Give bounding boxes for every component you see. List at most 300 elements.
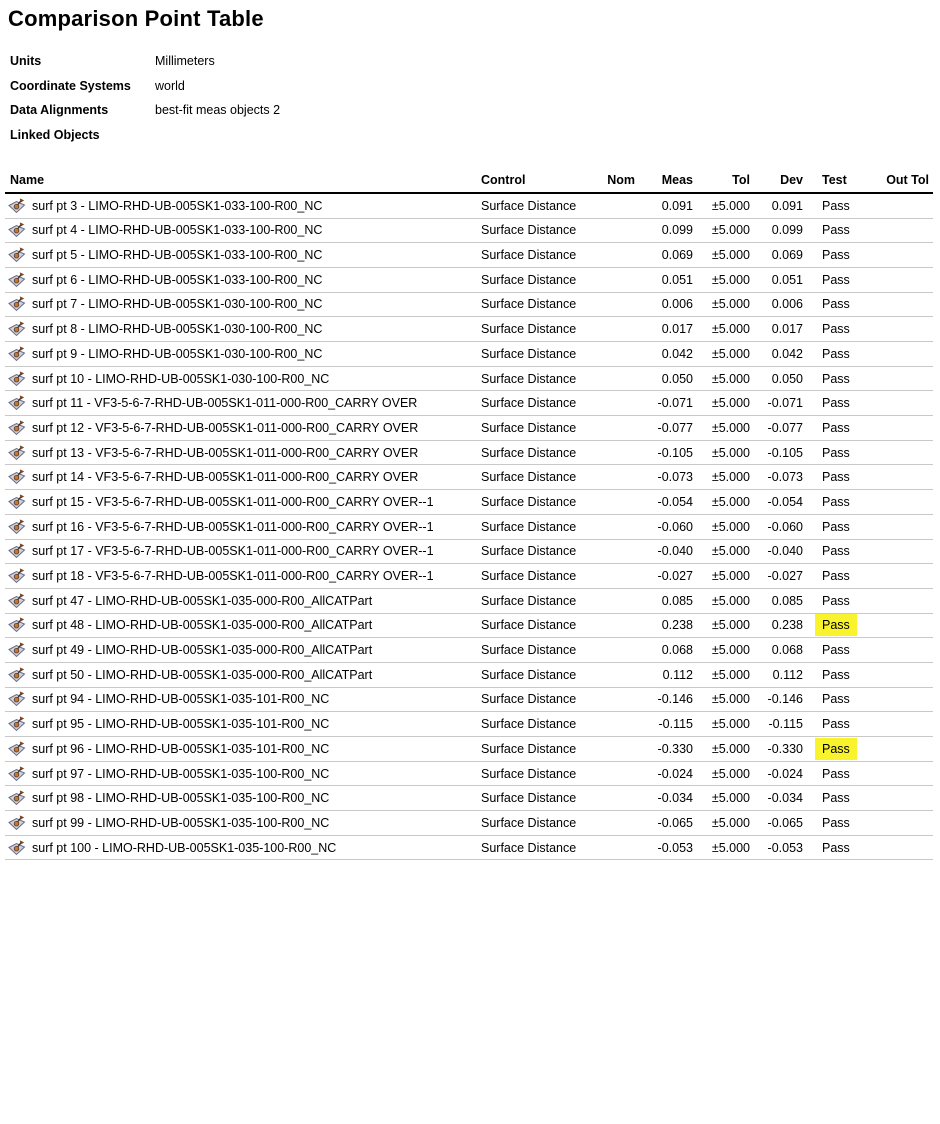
- tol-cell: ±5.000: [695, 416, 752, 441]
- out-tol-cell: [868, 564, 933, 589]
- meta-value-units: Millimeters: [155, 54, 215, 69]
- point-name: surf pt 11 - VF3-5-6-7-RHD-UB-005SK1-011-000-R00_CARRY OVER: [32, 396, 418, 411]
- point-name: surf pt 99 - LIMO-RHD-UB-005SK1-035-100-R00_NC: [32, 815, 330, 830]
- table-row: [5, 564, 933, 589]
- meta-row-units: [10, 49, 940, 74]
- row-name-cell: [5, 514, 480, 539]
- meta-label-data-alignments: Data Alignments: [10, 103, 109, 118]
- point-name: surf pt 96 - LIMO-RHD-UB-005SK1-035-101-R00_NC: [32, 741, 330, 756]
- nom-cell: [585, 638, 637, 663]
- out-tol-cell: [868, 786, 933, 811]
- meas-cell: -0.330: [637, 737, 695, 762]
- table-row: [5, 243, 933, 268]
- nom-cell: [585, 514, 637, 539]
- tol-cell: ±5.000: [695, 662, 752, 687]
- row-name-cell: [5, 662, 480, 687]
- row-name-cell: [5, 786, 480, 811]
- control-cell: Surface Distance: [480, 440, 585, 465]
- report-metadata: [10, 49, 940, 147]
- row-name-cell: [5, 292, 480, 317]
- row-name-cell: [5, 267, 480, 292]
- out-tol-cell: [868, 292, 933, 317]
- test-cell: [805, 465, 868, 490]
- meta-label-units: Units: [10, 54, 42, 69]
- dev-cell: -0.060: [752, 514, 805, 539]
- point-name: surf pt 12 - VF3-5-6-7-RHD-UB-005SK1-011-000-R00_CARRY OVER: [32, 420, 419, 435]
- dev-cell: 0.238: [752, 613, 805, 638]
- test-status-badge: Pass: [822, 470, 850, 485]
- meta-row-data-alignments: [10, 98, 940, 123]
- tol-cell: ±5.000: [695, 342, 752, 367]
- comparison-point-icon: [8, 494, 26, 510]
- table-header-row: [5, 173, 933, 193]
- nom-cell: [585, 811, 637, 836]
- table-row: [5, 391, 933, 416]
- meas-cell: 0.091: [637, 193, 695, 218]
- column-header-test: Test: [805, 173, 868, 193]
- control-cell: Surface Distance: [480, 218, 585, 243]
- column-header-tol: Tol: [695, 173, 752, 193]
- test-status-badge: Pass: [822, 272, 850, 287]
- nom-cell: [585, 588, 637, 613]
- point-name: surf pt 98 - LIMO-RHD-UB-005SK1-035-100-R00_NC: [32, 791, 330, 806]
- page-title: Comparison Point Table: [8, 6, 264, 31]
- table-row: [5, 737, 933, 762]
- table-row: [5, 613, 933, 638]
- nom-cell: [585, 786, 637, 811]
- tol-cell: ±5.000: [695, 761, 752, 786]
- test-cell: [805, 638, 868, 663]
- out-tol-cell: [868, 712, 933, 737]
- control-cell: Surface Distance: [480, 514, 585, 539]
- control-cell: Surface Distance: [480, 465, 585, 490]
- comparison-point-icon: [8, 346, 26, 362]
- comparison-point-icon: [8, 766, 26, 782]
- nom-cell: [585, 712, 637, 737]
- point-name: surf pt 97 - LIMO-RHD-UB-005SK1-035-100-R00_NC: [32, 766, 330, 781]
- dev-cell: -0.146: [752, 687, 805, 712]
- dev-cell: 0.112: [752, 662, 805, 687]
- dev-cell: -0.115: [752, 712, 805, 737]
- dev-cell: -0.073: [752, 465, 805, 490]
- test-cell: [805, 786, 868, 811]
- control-cell: Surface Distance: [480, 193, 585, 218]
- meta-label-coordinate-systems: Coordinate Systems: [10, 78, 131, 93]
- meas-cell: -0.073: [637, 465, 695, 490]
- tol-cell: ±5.000: [695, 638, 752, 663]
- comparison-point-icon: [8, 272, 26, 288]
- table-row: [5, 465, 933, 490]
- test-cell: [805, 440, 868, 465]
- tol-cell: ±5.000: [695, 687, 752, 712]
- test-status-badge: Pass: [822, 371, 850, 386]
- out-tol-cell: [868, 811, 933, 836]
- test-status-badge: Pass: [822, 198, 850, 213]
- test-cell: [805, 366, 868, 391]
- meta-row-linked-objects: [10, 123, 940, 148]
- row-name-cell: [5, 835, 480, 860]
- point-name: surf pt 17 - VF3-5-6-7-RHD-UB-005SK1-011-000-R00_CARRY OVER--1: [32, 544, 434, 559]
- point-name: surf pt 48 - LIMO-RHD-UB-005SK1-035-000-R00_AllCATPart: [32, 618, 373, 633]
- test-cell: [805, 490, 868, 515]
- table-row: [5, 588, 933, 613]
- test-cell: [805, 564, 868, 589]
- tol-cell: ±5.000: [695, 440, 752, 465]
- test-cell: [805, 193, 868, 218]
- test-status-badge: Pass: [822, 815, 850, 830]
- nom-cell: [585, 687, 637, 712]
- meas-cell: -0.105: [637, 440, 695, 465]
- test-status-badge: Pass: [822, 643, 850, 658]
- test-cell: [805, 687, 868, 712]
- meas-cell: 0.238: [637, 613, 695, 638]
- comparison-point-icon: [8, 593, 26, 609]
- meas-cell: 0.112: [637, 662, 695, 687]
- comparison-point-icon: [8, 568, 26, 584]
- test-cell: [805, 416, 868, 441]
- dev-cell: 0.042: [752, 342, 805, 367]
- nom-cell: [585, 292, 637, 317]
- column-header-name: Name: [5, 173, 480, 193]
- row-name-cell: [5, 366, 480, 391]
- tol-cell: ±5.000: [695, 317, 752, 342]
- out-tol-cell: [868, 613, 933, 638]
- control-cell: Surface Distance: [480, 416, 585, 441]
- tol-cell: ±5.000: [695, 465, 752, 490]
- dev-cell: -0.034: [752, 786, 805, 811]
- test-cell: [805, 243, 868, 268]
- control-cell: Surface Distance: [480, 564, 585, 589]
- dev-cell: 0.006: [752, 292, 805, 317]
- test-cell: [805, 218, 868, 243]
- meas-cell: -0.146: [637, 687, 695, 712]
- row-name-cell: [5, 440, 480, 465]
- nom-cell: [585, 267, 637, 292]
- test-cell: [805, 662, 868, 687]
- dev-cell: -0.071: [752, 391, 805, 416]
- out-tol-cell: [868, 687, 933, 712]
- comparison-point-icon: [8, 815, 26, 831]
- row-name-cell: [5, 761, 480, 786]
- table-row: [5, 761, 933, 786]
- control-cell: Surface Distance: [480, 613, 585, 638]
- tol-cell: ±5.000: [695, 786, 752, 811]
- meas-cell: -0.027: [637, 564, 695, 589]
- tol-cell: ±5.000: [695, 267, 752, 292]
- point-name: surf pt 49 - LIMO-RHD-UB-005SK1-035-000-R00_AllCATPart: [32, 643, 373, 658]
- test-status-badge: Pass: [822, 297, 850, 312]
- test-cell: [805, 267, 868, 292]
- table-row: [5, 267, 933, 292]
- table-row: [5, 687, 933, 712]
- test-cell: [805, 342, 868, 367]
- meas-cell: 0.051: [637, 267, 695, 292]
- out-tol-cell: [868, 317, 933, 342]
- test-status-badge: Pass: [822, 445, 850, 460]
- point-name: surf pt 3 - LIMO-RHD-UB-005SK1-033-100-R00_NC: [32, 198, 323, 213]
- dev-cell: -0.054: [752, 490, 805, 515]
- nom-cell: [585, 193, 637, 218]
- row-name-cell: [5, 416, 480, 441]
- table-row: [5, 712, 933, 737]
- control-cell: Surface Distance: [480, 391, 585, 416]
- out-tol-cell: [868, 539, 933, 564]
- comparison-point-icon: [8, 371, 26, 387]
- test-status-badge: Pass: [822, 667, 850, 682]
- tol-cell: ±5.000: [695, 193, 752, 218]
- meta-value-coordinate-systems: world: [155, 78, 185, 93]
- out-tol-cell: [868, 391, 933, 416]
- nom-cell: [585, 243, 637, 268]
- table-row: [5, 342, 933, 367]
- comparison-point-table: [5, 173, 933, 860]
- table-row: [5, 317, 933, 342]
- row-name-cell: [5, 317, 480, 342]
- table-row: [5, 638, 933, 663]
- point-name: surf pt 18 - VF3-5-6-7-RHD-UB-005SK1-011-000-R00_CARRY OVER--1: [32, 569, 434, 584]
- comparison-point-icon: [8, 469, 26, 485]
- comparison-point-icon: [8, 741, 26, 757]
- nom-cell: [585, 366, 637, 391]
- row-name-cell: [5, 391, 480, 416]
- test-status-badge: Pass: [822, 791, 850, 806]
- comparison-point-icon: [8, 790, 26, 806]
- tol-cell: ±5.000: [695, 366, 752, 391]
- table-row: [5, 811, 933, 836]
- control-cell: Surface Distance: [480, 490, 585, 515]
- nom-cell: [585, 564, 637, 589]
- dev-cell: -0.027: [752, 564, 805, 589]
- meas-cell: 0.069: [637, 243, 695, 268]
- comparison-point-icon: [8, 420, 26, 436]
- table-row: [5, 193, 933, 218]
- nom-cell: [585, 662, 637, 687]
- dev-cell: -0.105: [752, 440, 805, 465]
- row-name-cell: [5, 342, 480, 367]
- point-name: surf pt 6 - LIMO-RHD-UB-005SK1-033-100-R00_NC: [32, 272, 323, 287]
- table-row: [5, 292, 933, 317]
- table-row: [5, 514, 933, 539]
- test-status-badge: Pass: [822, 396, 850, 411]
- out-tol-cell: [868, 465, 933, 490]
- row-name-cell: [5, 564, 480, 589]
- test-cell: [805, 391, 868, 416]
- comparison-point-icon: [8, 198, 26, 214]
- row-name-cell: [5, 588, 480, 613]
- point-name: surf pt 94 - LIMO-RHD-UB-005SK1-035-101-R00_NC: [32, 692, 330, 707]
- comparison-point-icon: [8, 445, 26, 461]
- comparison-point-icon: [8, 222, 26, 238]
- nom-cell: [585, 737, 637, 762]
- table-row: [5, 366, 933, 391]
- tol-cell: ±5.000: [695, 811, 752, 836]
- out-tol-cell: [868, 243, 933, 268]
- out-tol-cell: [868, 638, 933, 663]
- nom-cell: [585, 835, 637, 860]
- meas-cell: 0.042: [637, 342, 695, 367]
- out-tol-cell: [868, 514, 933, 539]
- nom-cell: [585, 465, 637, 490]
- dev-cell: -0.040: [752, 539, 805, 564]
- dev-cell: -0.330: [752, 737, 805, 762]
- table-row: [5, 440, 933, 465]
- point-name: surf pt 8 - LIMO-RHD-UB-005SK1-030-100-R00_NC: [32, 322, 323, 337]
- comparison-point-icon: [8, 716, 26, 732]
- comparison-point-icon: [8, 296, 26, 312]
- row-name-cell: [5, 613, 480, 638]
- row-name-cell: [5, 638, 480, 663]
- comparison-point-icon: [8, 247, 26, 263]
- dev-cell: 0.099: [752, 218, 805, 243]
- point-name: surf pt 100 - LIMO-RHD-UB-005SK1-035-100-R00_NC: [32, 840, 337, 855]
- row-name-cell: [5, 218, 480, 243]
- meas-cell: 0.050: [637, 366, 695, 391]
- comparison-point-icon: [8, 642, 26, 658]
- test-status-badge: Pass: [815, 614, 857, 636]
- meas-cell: 0.099: [637, 218, 695, 243]
- control-cell: Surface Distance: [480, 835, 585, 860]
- control-cell: Surface Distance: [480, 588, 585, 613]
- control-cell: Surface Distance: [480, 267, 585, 292]
- row-name-cell: [5, 687, 480, 712]
- comparison-point-icon: [8, 691, 26, 707]
- control-cell: Surface Distance: [480, 687, 585, 712]
- nom-cell: [585, 416, 637, 441]
- tol-cell: ±5.000: [695, 613, 752, 638]
- test-cell: [805, 588, 868, 613]
- control-cell: Surface Distance: [480, 342, 585, 367]
- control-cell: Surface Distance: [480, 786, 585, 811]
- table-row: [5, 662, 933, 687]
- test-status-badge: Pass: [822, 544, 850, 559]
- test-status-badge: Pass: [822, 692, 850, 707]
- point-name: surf pt 5 - LIMO-RHD-UB-005SK1-033-100-R00_NC: [32, 248, 323, 263]
- tol-cell: ±5.000: [695, 490, 752, 515]
- out-tol-cell: [868, 490, 933, 515]
- test-cell: [805, 835, 868, 860]
- tol-cell: ±5.000: [695, 391, 752, 416]
- point-name: surf pt 50 - LIMO-RHD-UB-005SK1-035-000-R00_AllCATPart: [32, 667, 373, 682]
- column-header-out-tol: Out Tol: [868, 173, 933, 193]
- out-tol-cell: [868, 737, 933, 762]
- tol-cell: ±5.000: [695, 835, 752, 860]
- meas-cell: 0.085: [637, 588, 695, 613]
- nom-cell: [585, 342, 637, 367]
- meas-cell: -0.071: [637, 391, 695, 416]
- nom-cell: [585, 218, 637, 243]
- test-cell: [805, 712, 868, 737]
- meas-cell: -0.054: [637, 490, 695, 515]
- out-tol-cell: [868, 662, 933, 687]
- meas-cell: 0.068: [637, 638, 695, 663]
- test-status-badge: Pass: [822, 840, 850, 855]
- row-name-cell: [5, 539, 480, 564]
- comparison-point-icon: [8, 321, 26, 337]
- control-cell: Surface Distance: [480, 662, 585, 687]
- dev-cell: 0.069: [752, 243, 805, 268]
- point-name: surf pt 10 - LIMO-RHD-UB-005SK1-030-100-R00_NC: [32, 371, 330, 386]
- test-cell: [805, 317, 868, 342]
- comparison-point-icon: [8, 543, 26, 559]
- meas-cell: -0.077: [637, 416, 695, 441]
- test-status-badge: Pass: [822, 346, 850, 361]
- dev-cell: 0.068: [752, 638, 805, 663]
- out-tol-cell: [868, 761, 933, 786]
- row-name-cell: [5, 712, 480, 737]
- out-tol-cell: [868, 342, 933, 367]
- meas-cell: -0.115: [637, 712, 695, 737]
- test-status-badge: Pass: [822, 420, 850, 435]
- point-name: surf pt 16 - VF3-5-6-7-RHD-UB-005SK1-011-000-R00_CARRY OVER--1: [32, 519, 434, 534]
- comparison-point-icon: [8, 395, 26, 411]
- control-cell: Surface Distance: [480, 539, 585, 564]
- meas-cell: -0.065: [637, 811, 695, 836]
- dev-cell: -0.024: [752, 761, 805, 786]
- point-name: surf pt 95 - LIMO-RHD-UB-005SK1-035-101-R00_NC: [32, 717, 330, 732]
- meas-cell: -0.053: [637, 835, 695, 860]
- table-row: [5, 786, 933, 811]
- nom-cell: [585, 490, 637, 515]
- out-tol-cell: [868, 218, 933, 243]
- test-status-badge: Pass: [822, 248, 850, 263]
- test-status-badge: Pass: [822, 717, 850, 732]
- control-cell: Surface Distance: [480, 761, 585, 786]
- comparison-point-icon: [8, 667, 26, 683]
- dev-cell: 0.017: [752, 317, 805, 342]
- test-cell: [805, 811, 868, 836]
- meta-value-data-alignments: best-fit meas objects 2: [155, 103, 281, 118]
- dev-cell: -0.077: [752, 416, 805, 441]
- out-tol-cell: [868, 440, 933, 465]
- test-cell: [805, 613, 868, 638]
- dev-cell: 0.091: [752, 193, 805, 218]
- table-row: [5, 416, 933, 441]
- comparison-point-icon: [8, 519, 26, 535]
- meas-cell: -0.034: [637, 786, 695, 811]
- control-cell: Surface Distance: [480, 712, 585, 737]
- table-body: [5, 193, 933, 860]
- meas-cell: -0.040: [637, 539, 695, 564]
- out-tol-cell: [868, 267, 933, 292]
- column-header-meas: Meas: [637, 173, 695, 193]
- table-row: [5, 218, 933, 243]
- dev-cell: 0.051: [752, 267, 805, 292]
- point-name: surf pt 4 - LIMO-RHD-UB-005SK1-033-100-R00_NC: [32, 223, 323, 238]
- point-name: surf pt 14 - VF3-5-6-7-RHD-UB-005SK1-011-000-R00_CARRY OVER: [32, 470, 419, 485]
- nom-cell: [585, 613, 637, 638]
- row-name-cell: [5, 193, 480, 218]
- table-row: [5, 490, 933, 515]
- tol-cell: ±5.000: [695, 737, 752, 762]
- row-name-cell: [5, 243, 480, 268]
- tol-cell: ±5.000: [695, 292, 752, 317]
- control-cell: Surface Distance: [480, 243, 585, 268]
- dev-cell: 0.085: [752, 588, 805, 613]
- control-cell: Surface Distance: [480, 737, 585, 762]
- comparison-point-icon: [8, 840, 26, 856]
- meas-cell: -0.024: [637, 761, 695, 786]
- meas-cell: 0.017: [637, 317, 695, 342]
- column-header-control: Control: [480, 173, 585, 193]
- row-name-cell: [5, 811, 480, 836]
- row-name-cell: [5, 490, 480, 515]
- meas-cell: 0.006: [637, 292, 695, 317]
- nom-cell: [585, 391, 637, 416]
- control-cell: Surface Distance: [480, 638, 585, 663]
- column-header-nom: Nom: [585, 173, 637, 193]
- test-cell: [805, 539, 868, 564]
- out-tol-cell: [868, 416, 933, 441]
